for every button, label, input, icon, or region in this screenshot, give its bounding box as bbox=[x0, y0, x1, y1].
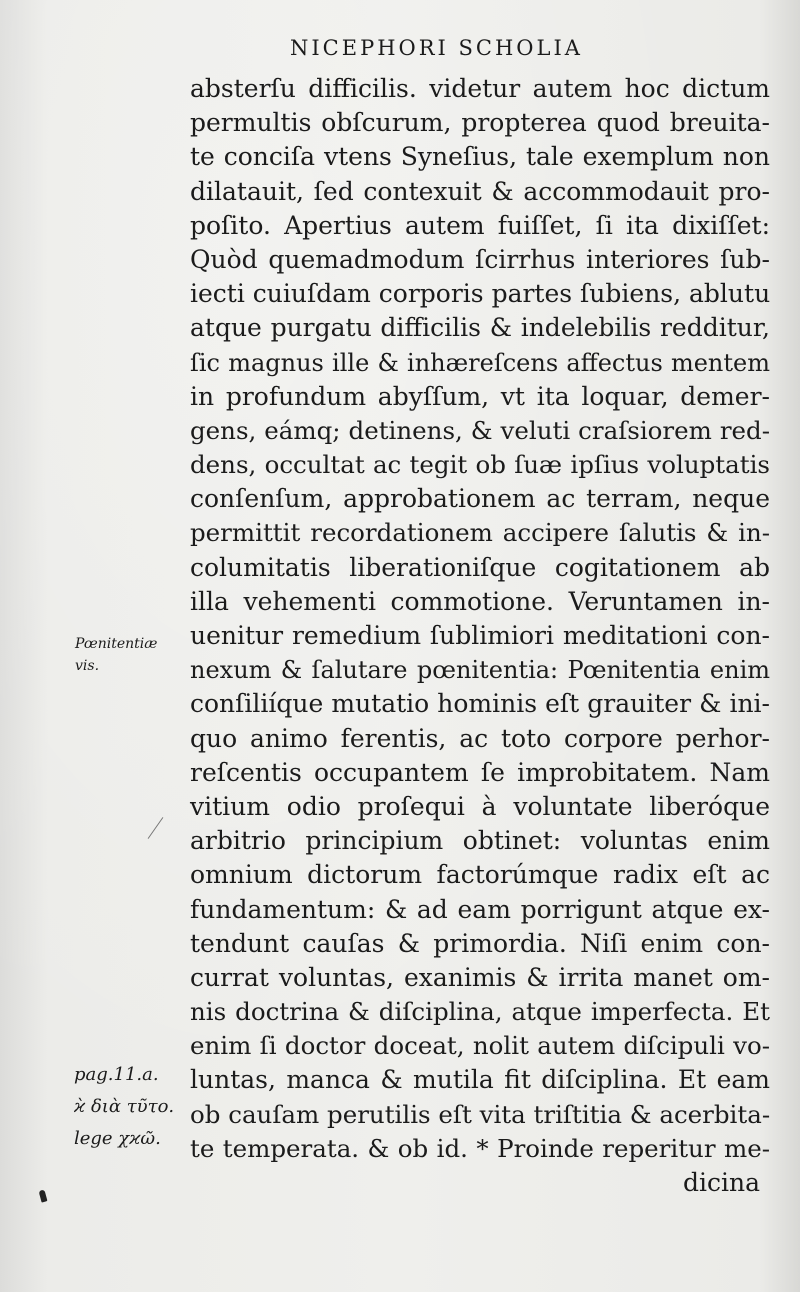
text-line: nexum & ſalutare pœnitentia: Pœnitentia enim bbox=[190, 656, 770, 685]
text-line: atque purgatu difficilis & indelebilis redditur, bbox=[190, 313, 770, 343]
text-line: reſcentis occupantem ſe improbitatem. Nam bbox=[190, 757, 770, 787]
text-line: dilatauit, ſed contexuit & accommodauit pro- bbox=[190, 176, 770, 206]
text-line: illa vehementi commotione. Veruntamen in- bbox=[190, 586, 770, 616]
catchword: dicina bbox=[682, 1168, 760, 1197]
text-line: ſic magnus ille & inhæreſcens affectus mentem bbox=[190, 348, 770, 377]
text-line: permultis obſcurum, propterea quod breuita- bbox=[190, 108, 770, 138]
text-line: conſiliíque mutatio hominis eſt grauiter & ini- bbox=[190, 689, 770, 719]
text-line: omnium dictorum factorúmque radix eſt ac bbox=[190, 860, 770, 890]
text-line: currat voluntas, exanimis & irrita manet om- bbox=[190, 962, 770, 992]
text-line: in profundum abyſſum, vt ita loquar, demer- bbox=[190, 381, 770, 411]
text-line: ob cauſam perutilis eſt vita triſtitia & acerbita- bbox=[190, 1099, 771, 1129]
margin-note-poenitentia: Pœnitentiæ bbox=[75, 636, 158, 652]
text-line: gens, eámq; detinens, & veluti craſsiorem red- bbox=[190, 415, 770, 445]
text-line: fundamentum: & ad eam porrigunt atque ex- bbox=[190, 894, 770, 924]
margin-note-greek: ϰ̀ διὰ τῦτο. bbox=[74, 1096, 175, 1117]
text-line: absterſu difficilis. videtur autem hoc dictum bbox=[190, 74, 770, 103]
text-line: tendunt cauſas & primordia. Niſi enim con- bbox=[190, 928, 770, 958]
margin-note-page-ref: pag.11.a. bbox=[74, 1064, 159, 1085]
text-line: iecti cuiuſdam corporis partes ſubiens, ablutu bbox=[190, 279, 771, 309]
text-line: vitium odio proſequi à voluntate liberóque bbox=[190, 791, 770, 821]
ink-speck bbox=[39, 1189, 48, 1202]
running-title: NICEPHORI SCHOLIA bbox=[290, 36, 583, 60]
text-line: poſito. Apertius autem fuiſſet, ſi ita dixiſſet: bbox=[190, 210, 770, 240]
text-line: Quòd quemadmodum ſcirrhus interiores ſub- bbox=[190, 244, 770, 274]
text-line: columitatis liberationiſque cogitationem ab bbox=[190, 552, 770, 582]
text-line: nis doctrina & diſciplina, atque imperfecta. Et bbox=[190, 997, 770, 1027]
text-line: permittit recordationem accipere ſalutis & in- bbox=[190, 518, 770, 548]
text-line: te conciſa vtens Syneſius, tale exemplum non bbox=[190, 142, 770, 172]
text-line: conſenſum, approbationem ac terram, neque bbox=[190, 484, 770, 514]
margin-mark bbox=[148, 817, 164, 839]
text-line: dens, occultat ac tegit ob ſuæ ipſius voluptatis bbox=[190, 450, 770, 480]
main-text-block bbox=[190, 72, 770, 1200]
text-line: arbitrio principium obtinet: voluntas enim bbox=[190, 826, 770, 856]
text-line: quo animo ferentis, ac toto corpore perhor- bbox=[190, 723, 770, 753]
text-line: uenitur remedium ſublimiori meditationi con- bbox=[190, 621, 770, 650]
margin-note-vis: vis. bbox=[75, 658, 100, 674]
text-line: luntas, manca & mutila fit diſciplina. Et eam bbox=[190, 1065, 770, 1095]
text-line: enim ſi doctor doceat, nolit autem diſcipuli vo- bbox=[190, 1031, 770, 1061]
margin-note-lege: lege χϰῶ. bbox=[74, 1128, 161, 1149]
text-line: te temperata. & ob id. * Proinde reperitur me- bbox=[190, 1133, 770, 1163]
